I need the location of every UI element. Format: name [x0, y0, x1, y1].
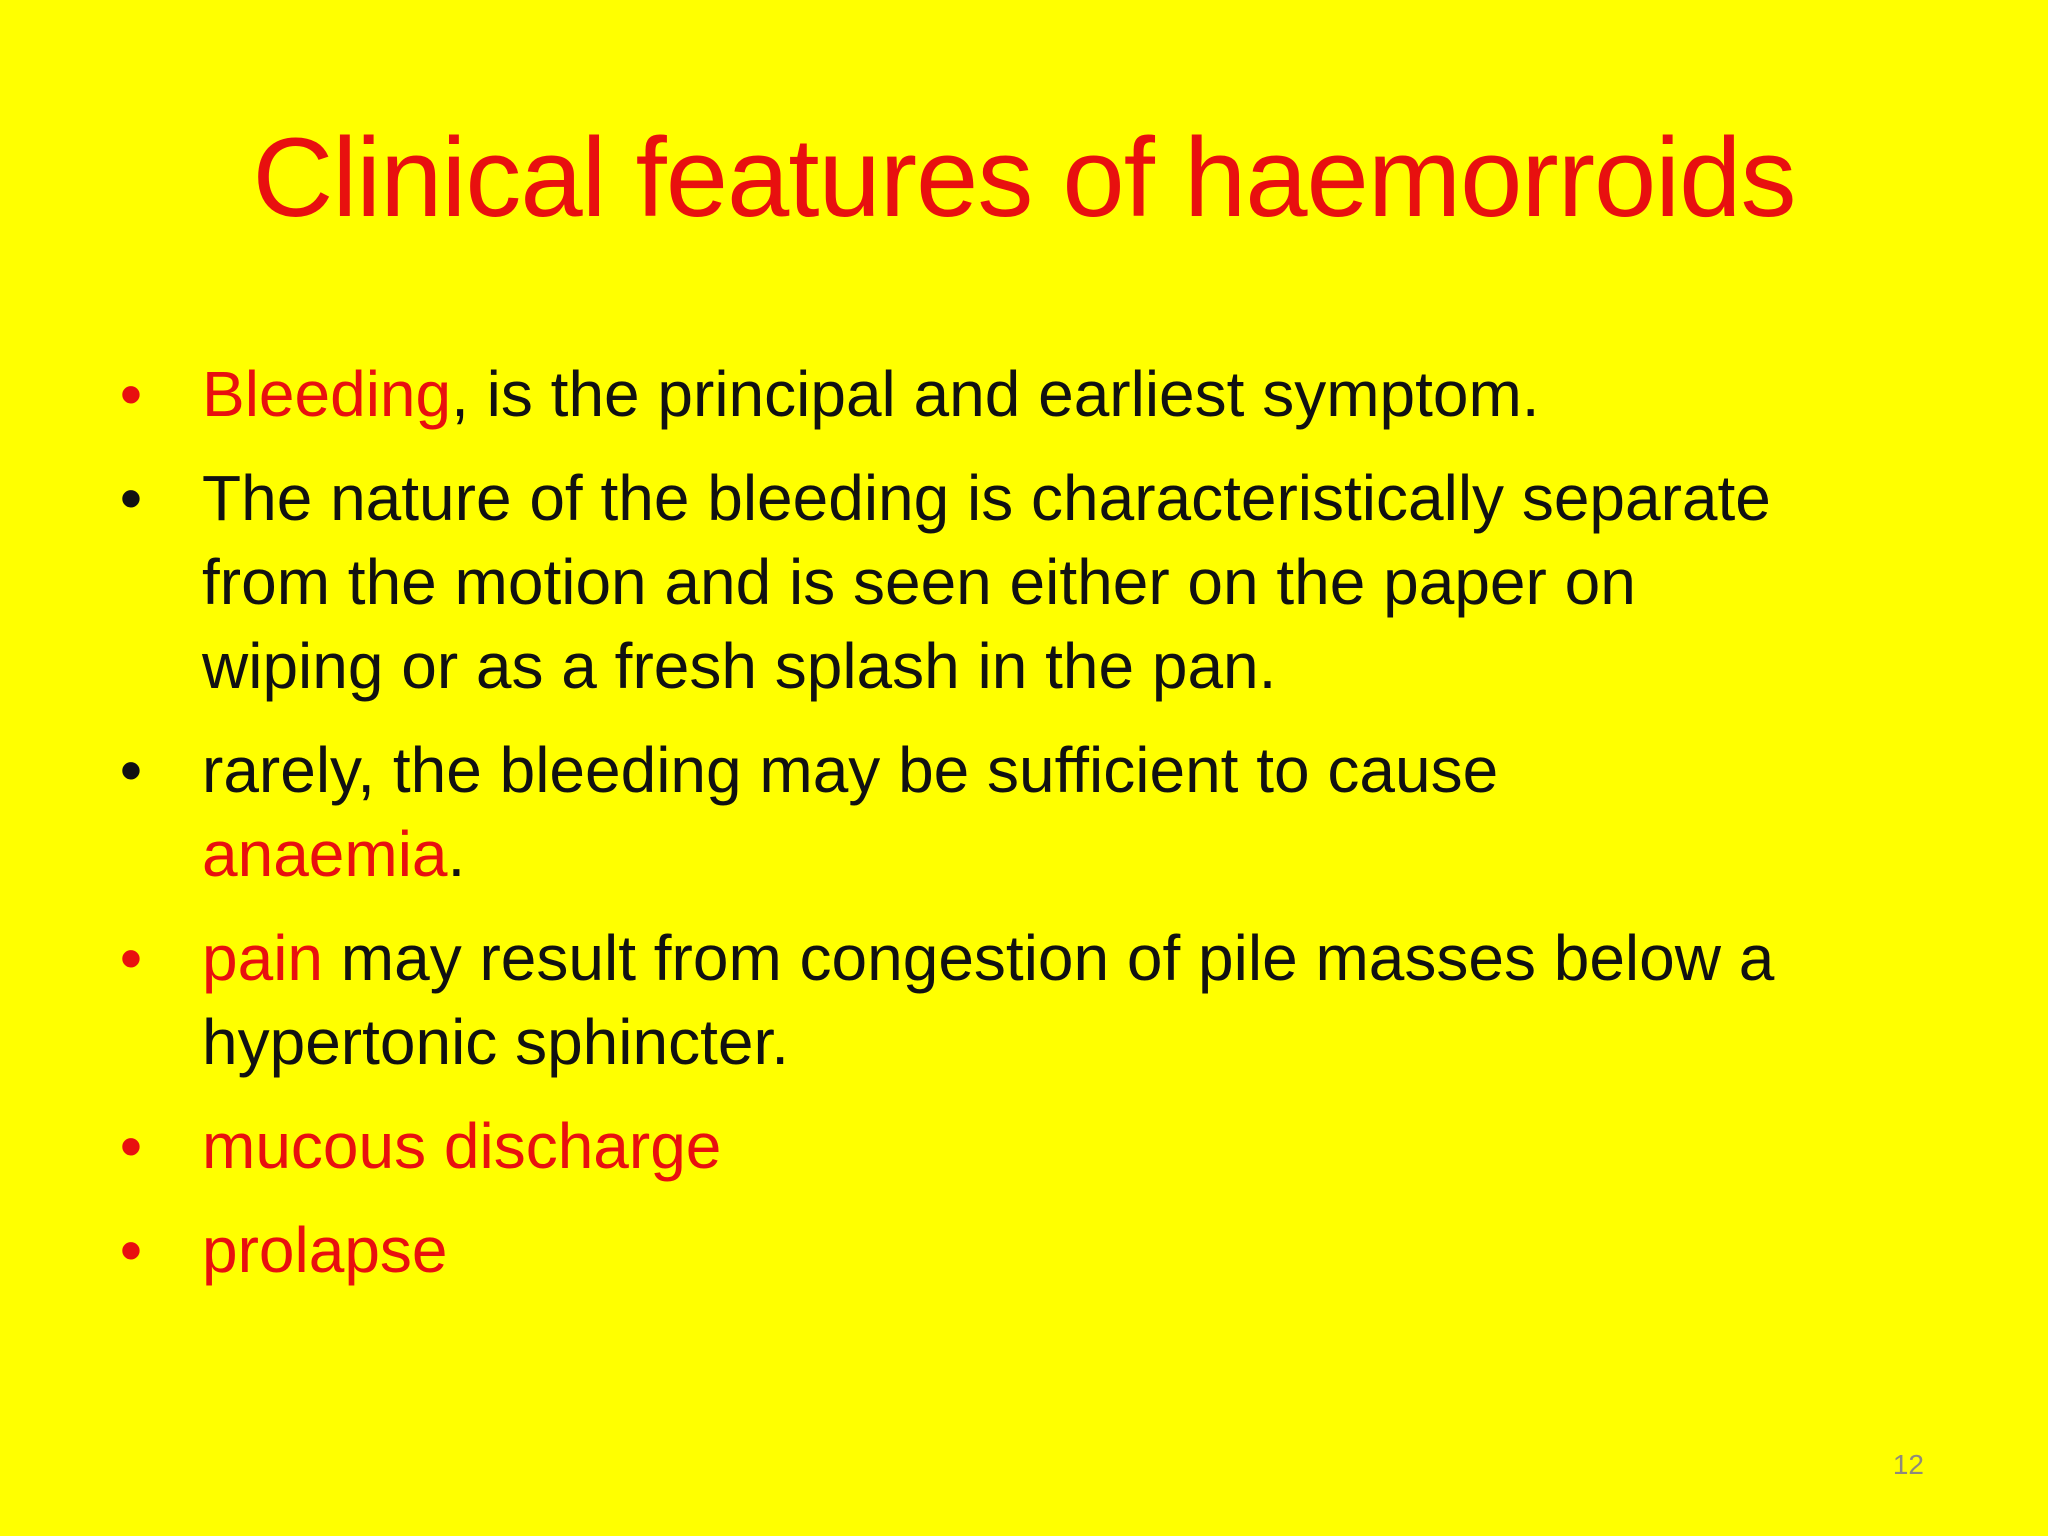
bullet-item-pain [116, 916, 1936, 1084]
bullet-item-prolapse [116, 1208, 1936, 1292]
bullet-text-segment: . [447, 818, 466, 890]
bullet-text-segment: The nature of the bleeding is characteristically separate [202, 462, 1771, 534]
bullet-text-segment: prolapse [202, 1214, 448, 1286]
bullet-icon: • [119, 1110, 143, 1182]
bullet-text-segment: pain [202, 922, 323, 994]
bullet-icon: • [119, 734, 143, 806]
bullet-text-segment: wiping or as a fresh splash in the pan. [202, 630, 1277, 702]
bullet-line [202, 1104, 1936, 1188]
bullet-line [202, 624, 1936, 708]
slide-title: Clinical features of haemorroids [252, 115, 1796, 240]
bullet-text-segment: anaemia [202, 818, 448, 890]
bullet-text-segment: hypertonic sphincter. [202, 1006, 789, 1078]
bullet-icon: • [119, 922, 143, 994]
bullet-line [202, 728, 1936, 812]
bullet-list [116, 352, 1936, 1312]
bullet-line [202, 540, 1936, 624]
bullet-line [202, 456, 1936, 540]
bullet-text-segment: from the motion and is seen either on the paper on [202, 546, 1636, 618]
bullet-text-segment: rarely, the bleeding may be sufficient to cause [202, 734, 1499, 806]
bullet-item-anaemia [116, 728, 1936, 896]
bullet-icon: • [119, 358, 143, 430]
bullet-text-segment: Bleeding [202, 358, 452, 430]
bullet-text-segment: may result from congestion of pile masses below a [323, 922, 1775, 994]
bullet-icon: • [119, 1214, 143, 1286]
bullet-line [202, 916, 1936, 1000]
bullet-item-mucous-discharge [116, 1104, 1936, 1188]
page-number: 12 [1892, 1449, 1924, 1480]
bullet-text-segment: mucous discharge [202, 1110, 722, 1182]
bullet-item-bleeding [116, 352, 1936, 436]
bullet-icon: • [119, 462, 143, 534]
bullet-text-segment: , is the principal and earliest symptom. [451, 358, 1540, 430]
bullet-line [202, 352, 1936, 436]
bullet-line [202, 812, 1936, 896]
bullet-line [202, 1000, 1936, 1084]
bullet-item-bleeding-nature [116, 456, 1936, 708]
bullet-line [202, 1208, 1936, 1292]
